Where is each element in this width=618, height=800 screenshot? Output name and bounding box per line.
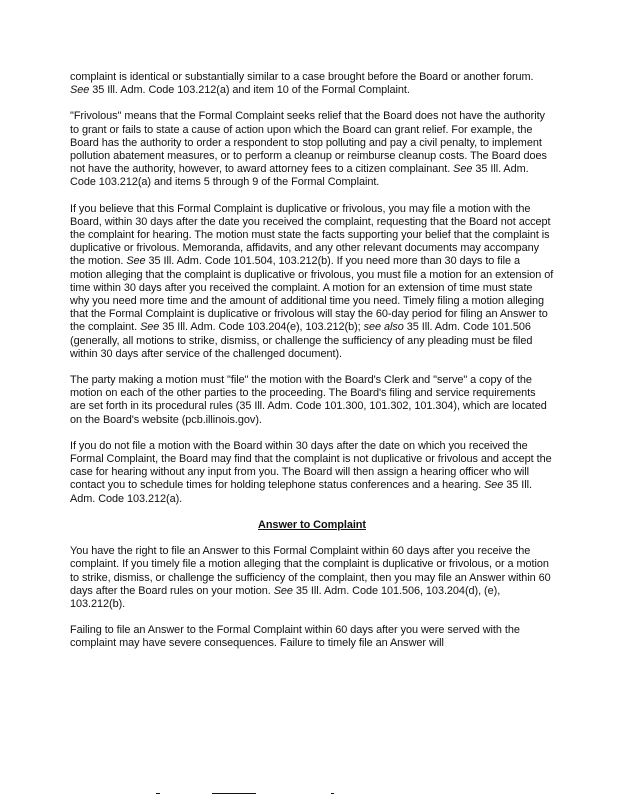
citation-signal: See: [140, 321, 160, 334]
paragraph-text: 35 Ill. Adm. Code 101.506 (generally, all motions to strike, dismiss, or challenge the sufficiency of any pleading must be filed within 30 days after service of the challenged document).: [70, 321, 533, 360]
citation-signal: See: [126, 255, 146, 268]
citation-signal: see also: [363, 321, 404, 334]
document-page: [70, 71, 554, 664]
paragraph-text: 35 Ill. Adm. Code 103.204(e), 103.212(b);: [159, 321, 364, 334]
paragraph-text: 35 Ill. Adm. Code 103.212(a).: [70, 479, 532, 505]
paragraph-text: The party making a motion must "file" the motion with the Board's Clerk and "serve" a copy of the motion on each of the other parties to the proceeding. The Board's filing and service requirements are set forth in its procedural rules (35 Ill. Adm. Code 101.300, 101.302, 101.304), which are located on the Board's website (pcb.illinois.gov).: [70, 374, 547, 426]
paragraph-text: If you believe that this Formal Complaint is duplicative or frivolous, you may file a motion with the Board, within 30 days after the date you received the complaint, requesting that the Board not accept the complaint for hearing. The motion must state the facts supporting your belief that the complaint is duplicative or frivolous. Memoranda, affidavits, and any other relevant documents may accompany the motion.: [70, 202, 551, 268]
citation-signal: See: [273, 584, 293, 597]
paragraph-text: 35 Ill. Adm. Code 101.504, 103.212(b). If you need more than 30 days to file a motion alleging that the complaint is duplicative or frivolous, you must file a motion for an extension of time within 30 days after you received the complaint. A motion for an extension of time must state why you need more time and the amount of additional time you need. Timely filing a motion alleging that the Formal Complaint is duplicative or frivolous will stay the 60-day period for filing an Answer to the complaint.: [70, 255, 554, 334]
paragraph-p6: [70, 545, 554, 611]
citation-signal: See: [70, 84, 90, 97]
paragraph-p7: [70, 624, 554, 650]
paragraph-text: 35 Ill. Adm. Code 101.506, 103.204(d), (e), 103.212(b).: [70, 584, 501, 610]
paragraph-text: Failing to file an Answer to the Formal Complaint within 60 days after you were served with the complaint may have severe consequences. Failure to timely file an Answer will: [70, 624, 520, 650]
body-paragraphs-before: [70, 71, 554, 506]
paragraph-text: You have the right to file an Answer to this Formal Complaint within 60 days after you receive the complaint. If you timely file a motion alleging that the complaint is duplicative or frivolous, or a motion to strike, dismiss, or challenge the sufficiency of the complaint, then you may file an Answer within 60 days after the Board rules on your motion.: [70, 545, 551, 597]
citation-signal: See: [484, 479, 504, 492]
section-heading-answer-to-complaint: Answer to Complaint: [258, 518, 366, 531]
paragraph-text: "Frivolous" means that the Formal Complaint seeks relief that the Board does not have the authority to grant or fails to state a cause of action upon which the Board can grant relief. For example, the Board has the authority to order a respondent to stop polluting and pay a civil penalty, to implement pollution abatement measures, or to perform a cleanup or reimburse cleanup costs. The Board does not have the authority, however, to award attorney fees to a citizen complainant.: [70, 110, 547, 176]
citation-signal: See: [453, 163, 473, 176]
paragraph-p5: [70, 440, 554, 506]
paragraph-text: If you do not file a motion with the Board within 30 days after the date on which you received the Formal Complaint, the Board may find that the complaint is not duplicative or frivolous and accept the case for hearing without any input from you. The Board will then assign a hearing officer who will contact you to schedule times for holding telephone status conferences and a hearing.: [70, 439, 552, 492]
paragraph-p1: [70, 71, 554, 97]
paragraph-p2: [70, 110, 554, 189]
paragraph-text: 35 Ill. Adm. Code 103.212(a) and item 10 of the Formal Complaint.: [89, 84, 410, 97]
paragraph-text: complaint is identical or substantially similar to a case brought before the Board or another forum.: [70, 71, 534, 83]
page-footer-rule-right: [331, 793, 334, 794]
paragraph-p3: [70, 203, 554, 361]
page-footer-rule-center: [212, 793, 256, 794]
body-paragraphs-after: [70, 545, 554, 650]
page-footer-rule-left: [156, 793, 160, 794]
paragraph-text: 35 Ill. Adm. Code 103.212(a) and items 5 through 9 of the Formal Complaint.: [70, 163, 529, 189]
paragraph-p4: [70, 374, 554, 427]
